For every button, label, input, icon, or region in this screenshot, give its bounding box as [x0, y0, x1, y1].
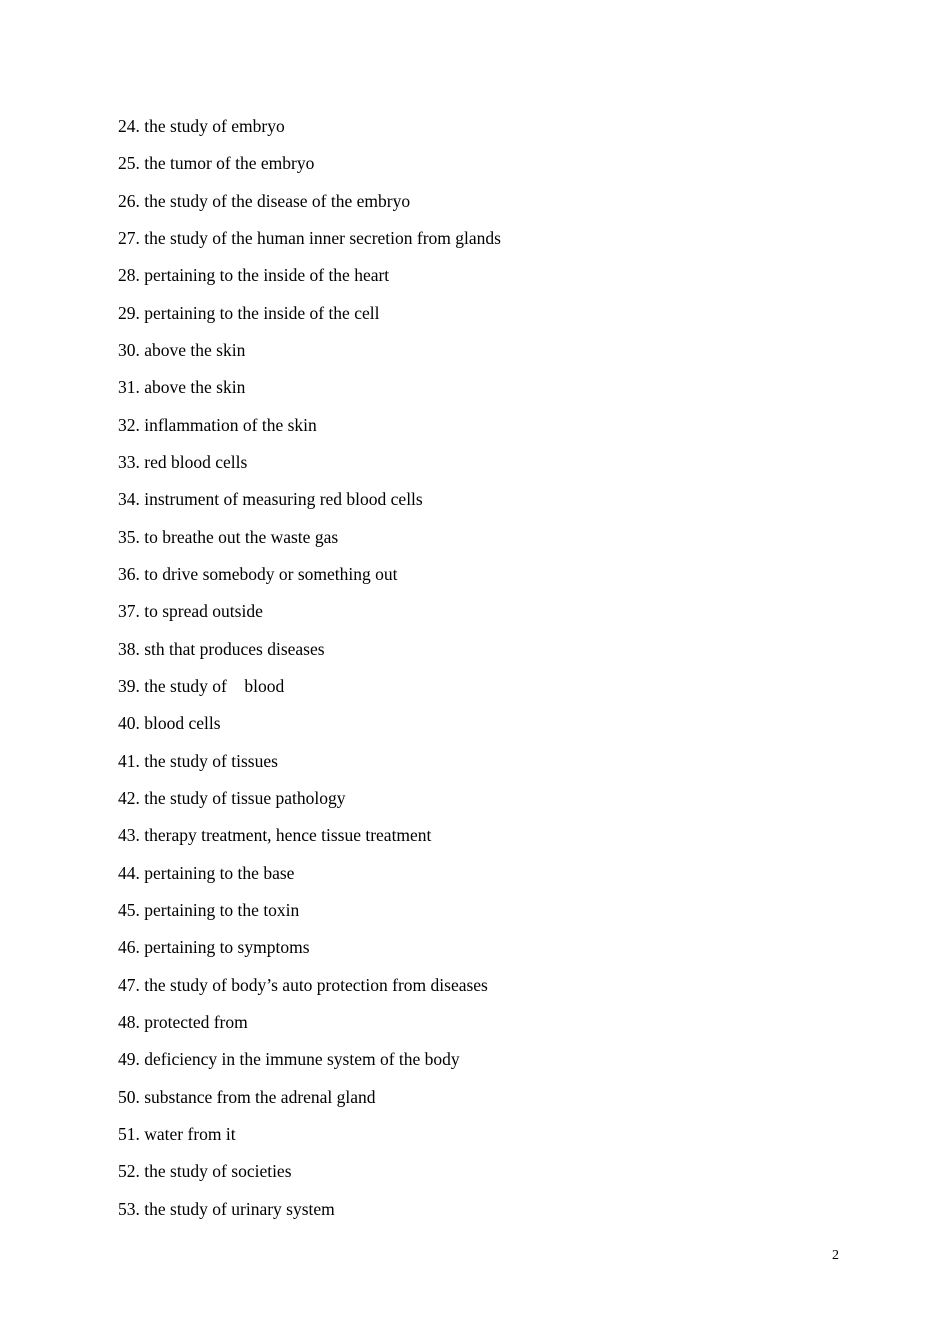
page-number: 2 [832, 1248, 839, 1263]
list-item: 43. therapy treatment, hence tissue treatment [118, 825, 432, 846]
list-item: 52. the study of societies [118, 1161, 292, 1182]
list-item: 28. pertaining to the inside of the heart [118, 265, 390, 286]
list-item: 24. the study of embryo [118, 116, 285, 136]
list-item: 35. to breathe out the waste gas [118, 526, 339, 547]
definition-list [118, 115, 501, 1235]
list-item: 27. the study of the human inner secretion from glands [118, 227, 501, 248]
list-item: 32. inflammation of the skin [118, 414, 317, 435]
list-item: 49. deficiency in the immune system of the body [118, 1049, 460, 1070]
list-item: 46. pertaining to symptoms [118, 937, 310, 958]
list-item: 42. the study of tissue pathology [118, 787, 346, 808]
list-item: 34. instrument of measuring red blood cells [118, 489, 423, 510]
list-item: 47. the study of body’s auto protection from diseases [118, 974, 488, 995]
list-item: 38. sth that produces diseases [118, 638, 325, 659]
list-item: 45. pertaining to the toxin [118, 899, 300, 920]
list-item: 37. to spread outside [118, 601, 263, 622]
list-item: 33. red blood cells [118, 451, 248, 472]
list-item: 39. the study of blood [118, 675, 285, 696]
list-item: 44. pertaining to the base [118, 862, 295, 883]
list-item: 29. pertaining to the inside of the cell [118, 302, 380, 323]
list-item: 30. above the skin [118, 339, 246, 360]
list-item: 41. the study of tissues [118, 750, 278, 771]
list-item: 51. water from it [118, 1123, 236, 1144]
list-item: 50. substance from the adrenal gland [118, 1086, 376, 1107]
list-item: 48. protected from [118, 1011, 248, 1032]
list-item: 26. the study of the disease of the embryo [118, 190, 411, 211]
list-item: 25. the tumor of the embryo [118, 153, 315, 174]
list-item: 53. the study of urinary system [118, 1198, 335, 1219]
list-item: 36. to drive somebody or something out [118, 563, 398, 584]
list-item: 40. blood cells [118, 713, 221, 734]
list-item: 31. above the skin [118, 377, 246, 398]
